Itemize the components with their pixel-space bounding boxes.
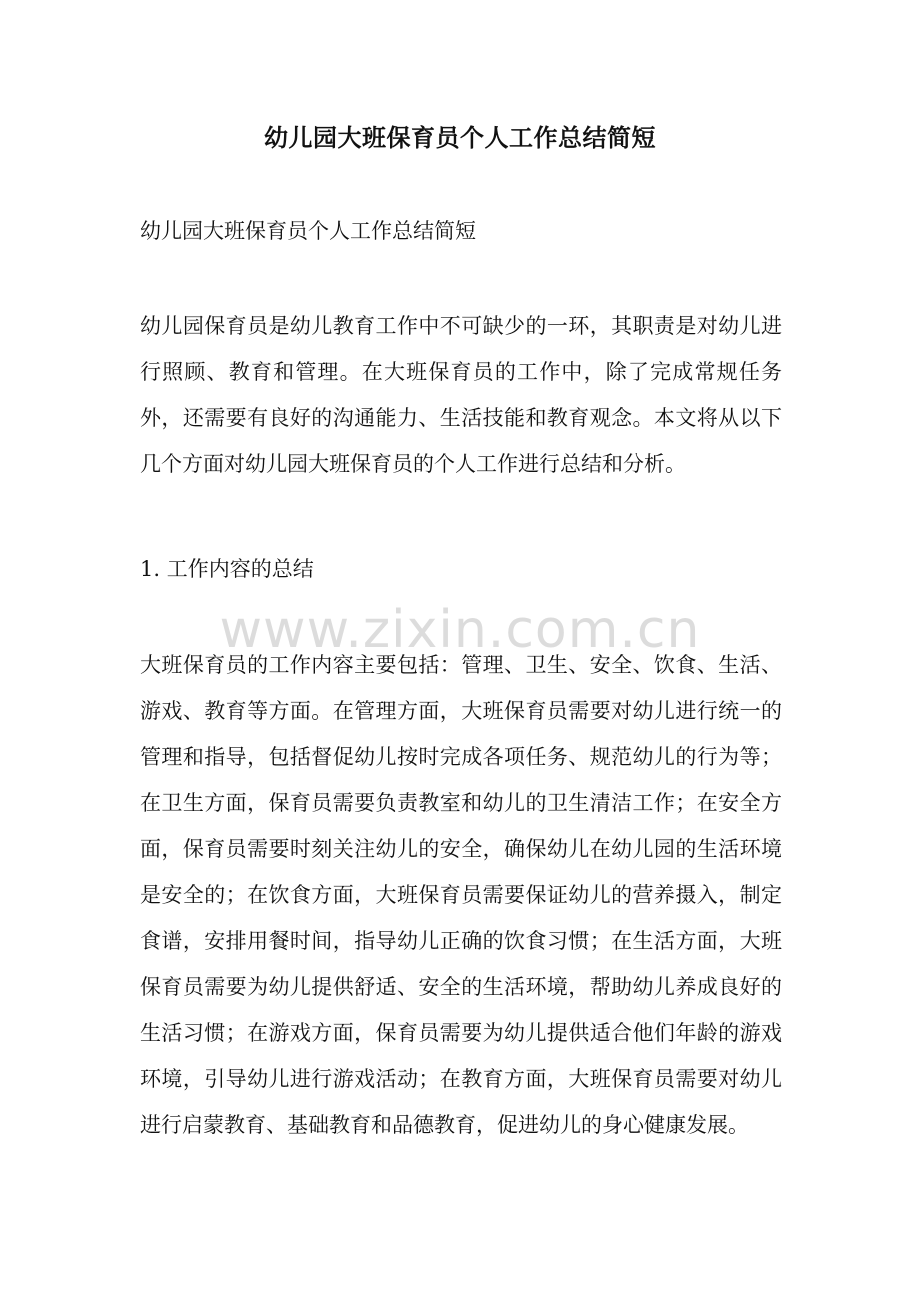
document-subtitle: 幼儿园大班保育员个人工作总结简短	[140, 219, 476, 243]
watermark: www.zixin.com.cn	[219, 600, 701, 660]
document-title: 幼儿园大班保育员个人工作总结简短	[264, 123, 656, 152]
intro-paragraph: 幼儿园保育员是幼儿教育工作中不可缺少的一环，其职责是对幼儿进行照顾、教育和管理。在大班保育员的工作中，除了完成常规任务外，还需要有良好的沟通能力、生活技能和教育观念。本文将从以下几个方面对幼儿园大班保育员的个人工作进行总结和分析。	[140, 314, 782, 476]
section-body-1: 大班保育员的工作内容主要包括：管理、卫生、安全、饮食、生活、游戏、教育等方面。在管理方面，大班保育员需要对幼儿进行统一的管理和指导，包括督促幼儿按时完成各项任务、规范幼儿的行为等；在卫生方面，保育员需要负责教室和幼儿的卫生清洁工作；在安全方面，保育员需要时刻关注幼儿的安全，确保幼儿在幼儿园的生活环境是安全的；在饮食方面，大班保育员需要保证幼儿的营养摄入，制定食谱，安排用餐时间，指导幼儿正确的饮食习惯；在生活方面，大班保育员需要为幼儿提供舒适、安全的生活环境，帮助幼儿养成良好的生活习惯；在游戏方面，保育员需要为幼儿提供适合他们年龄的游戏环境，引导幼儿进行游戏活动；在教育方面，大班保育员需要对幼儿进行启蒙教育、基础教育和品德教育，促进幼儿的身心健康发展。	[140, 653, 782, 1137]
section-heading-1: 1. 工作内容的总结	[140, 557, 314, 581]
